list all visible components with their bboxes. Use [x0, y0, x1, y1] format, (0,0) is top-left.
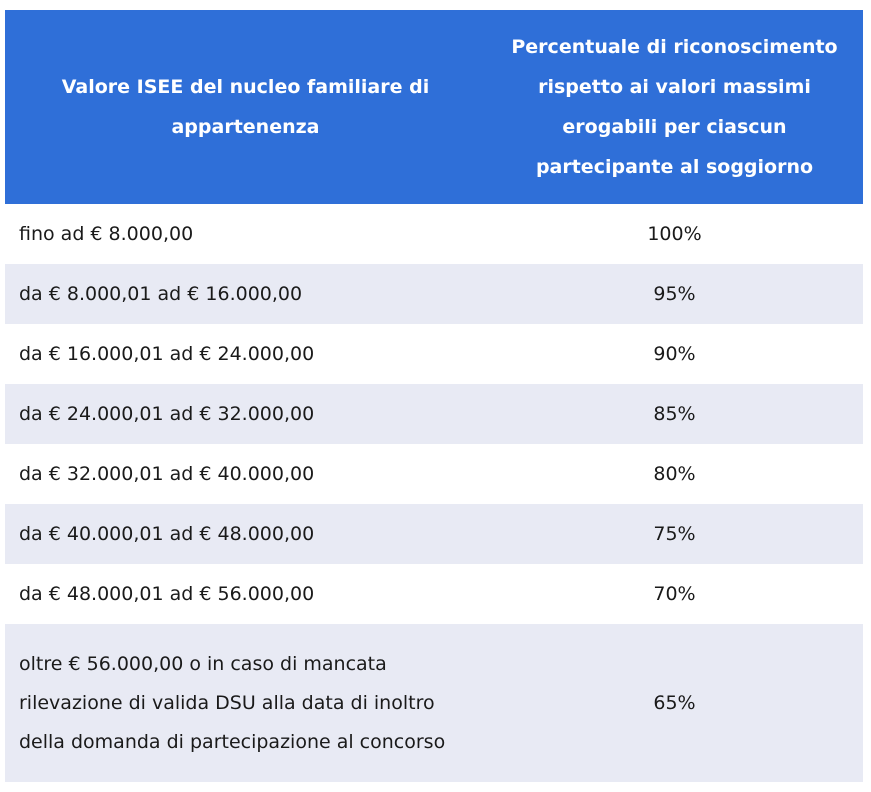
table-row [5, 204, 863, 264]
table-header [5, 10, 863, 204]
percentage-cell: 70% [486, 564, 863, 624]
percentage-cell: 100% [486, 204, 863, 264]
table-row [5, 504, 863, 564]
isee-percentage-table [5, 10, 863, 782]
isee-percentage-table-container [5, 10, 863, 782]
isee-range-cell: da € 32.000,01 ad € 40.000,00 [5, 444, 486, 504]
header-isee-value: Valore ISEE del nucleo familiare di appartenenza [5, 10, 486, 204]
table-row [5, 624, 863, 782]
isee-range-cell: da € 48.000,01 ad € 56.000,00 [5, 564, 486, 624]
table-row [5, 384, 863, 444]
header-row [5, 10, 863, 204]
percentage-cell: 90% [486, 324, 863, 384]
isee-range-cell: fino ad € 8.000,00 [5, 204, 486, 264]
percentage-cell: 75% [486, 504, 863, 564]
isee-range-cell: da € 8.000,01 ad € 16.000,00 [5, 264, 486, 324]
table-row [5, 264, 863, 324]
header-percentage: Percentuale di riconoscimento rispetto ai valori massimi erogabili per ciascun partecipante al soggiorno [486, 10, 863, 204]
percentage-cell: 65% [486, 624, 863, 782]
table-body [5, 204, 863, 782]
percentage-cell: 85% [486, 384, 863, 444]
table-row [5, 564, 863, 624]
isee-range-cell: da € 40.000,01 ad € 48.000,00 [5, 504, 486, 564]
isee-range-cell: da € 16.000,01 ad € 24.000,00 [5, 324, 486, 384]
percentage-cell: 95% [486, 264, 863, 324]
table-row [5, 444, 863, 504]
percentage-cell: 80% [486, 444, 863, 504]
isee-range-cell: oltre € 56.000,00 o in caso di mancata rilevazione di valida DSU alla data di inoltro della domanda di partecipazione al concorso [5, 624, 486, 782]
table-row [5, 324, 863, 384]
isee-range-cell: da € 24.000,01 ad € 32.000,00 [5, 384, 486, 444]
